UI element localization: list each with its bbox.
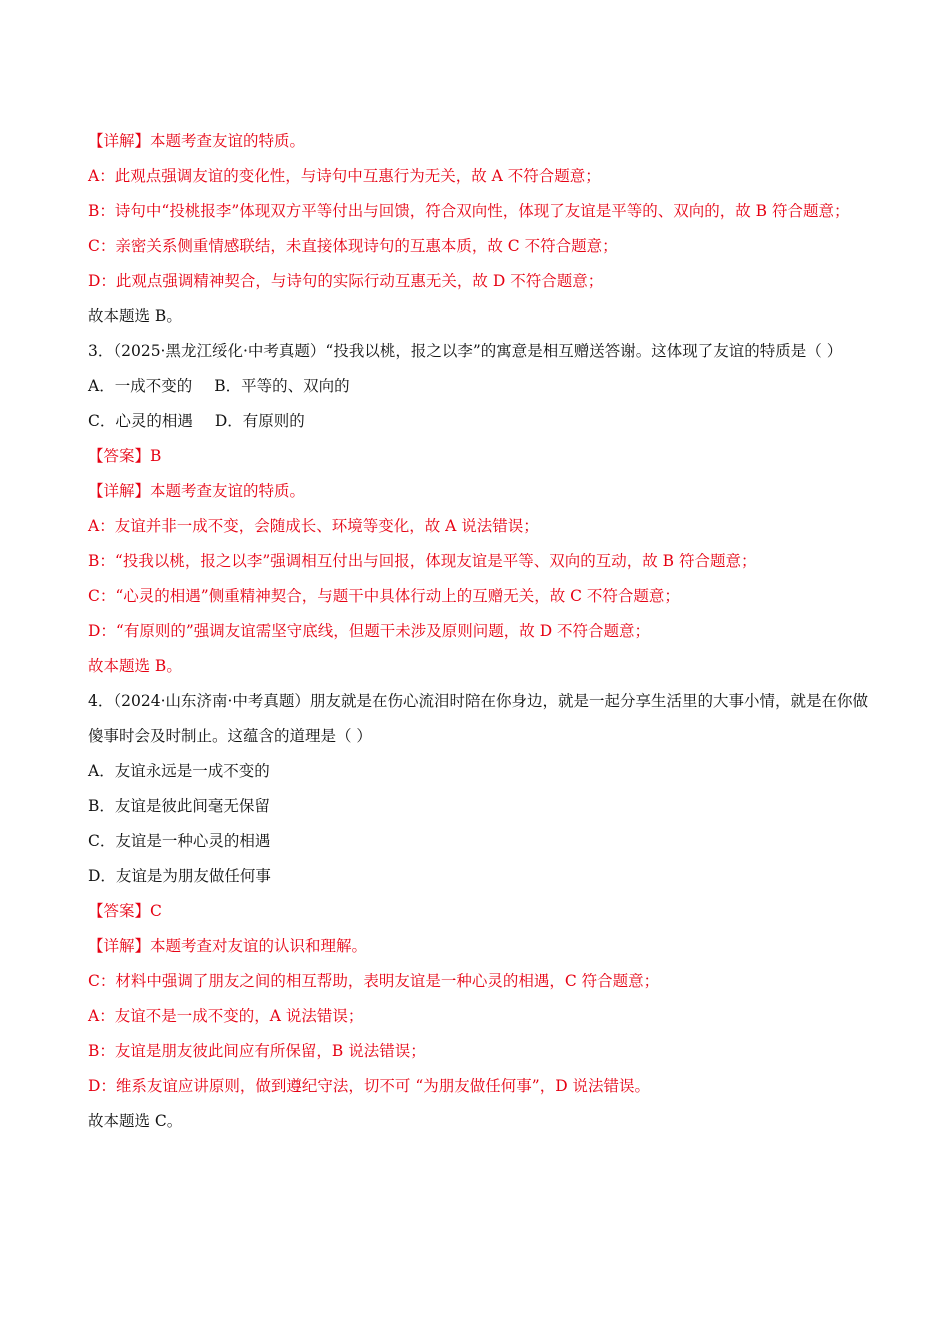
q4-answer: 【答案】C [88,902,162,920]
q3-option-c: C．心灵的相遇 [88,412,193,430]
q4-explain-line-c: C：材料中强调了朋友之间的相互帮助，表明友谊是一种心灵的相遇，C 符合题意； [88,972,660,990]
q4-stem: 4．（2024·山东济南·中考真题）朋友就是在伤心流泪时陪在你身边，就是一起分享生活里的大事小情，就是在你做傻事时会及时制止。这蕴含的道理是（ ） [88,692,868,745]
prev-explain-line-b: B：诗句中“投桃报李”体现双方平等付出与回馈，符合双向性，体现了友谊是平等的、双向的，故 B 符合题意； [88,202,850,220]
q4-conclusion: 故本题选 C。 [88,1112,183,1130]
q3-explain-heading: 【详解】本题考查友谊的特质。 [88,482,306,500]
q4-explain-line-b: B：友谊是朋友彼此间应有所保留，B 说法错误； [88,1042,426,1060]
q3-conclusion: 故本题选 B。 [88,657,182,675]
q4-explain-line-d: D：维系友谊应讲原则，做到遵纪守法，切不可 “为朋友做任何事”，D 说法错误。 [88,1077,651,1095]
q3-explain-line-a: A：友谊并非一成不变，会随成长、环境等变化，故 A 说法错误； [88,517,539,535]
q3-option-d: D．有原则的 [214,412,305,430]
prev-explain-line-c: C：亲密关系侧重情感联结，未直接体现诗句的互惠本质，故 C 不符合题意； [88,237,618,255]
q4-explain-line-a: A：友谊不是一成不变的，A 说法错误； [88,1007,364,1025]
prev-explain-line-d: D：此观点强调精神契合，与诗句的实际行动互惠无关，故 D 不符合题意； [88,272,604,290]
document-page [88,124,868,1139]
q3-explain-line-c: C：“心灵的相遇”侧重精神契合，与题干中具体行动上的互赠无关，故 C 不符合题意； [88,587,680,605]
q3-option-b: B．平等的、双向的 [214,377,350,395]
q4-option-c: C．友谊是一种心灵的相遇 [88,832,271,850]
prev-explain-line-a: A：此观点强调友谊的变化性，与诗句中互惠行为无关，故 A 不符合题意； [88,167,601,185]
q3-stem: 3．（2025·黑龙江绥化·中考真题）“投我以桃，报之以李”的寓意是相互赠送答谢。这体现了友谊的特质是（ ） [88,342,843,360]
q3-options-row-2 [88,404,868,439]
q3-option-a: A．一成不变的 [88,377,193,395]
q3-answer: 【答案】B [88,447,162,465]
prev-explain-heading: 【详解】本题考查友谊的特质。 [88,132,306,150]
q3-options-row-1 [88,369,868,404]
q4-option-a: A．友谊永远是一成不变的 [88,762,270,780]
q4-explain-heading: 【详解】本题考查对友谊的认识和理解。 [88,937,368,955]
q4-option-d: D．友谊是为朋友做任何事 [88,867,271,885]
q3-explain-line-b: B：“投我以桃，报之以李”强调相互付出与回报，体现友谊是平等、双向的互动，故 B 符合题意； [88,552,757,570]
prev-conclusion: 故本题选 B。 [88,307,182,325]
q3-explain-line-d: D：“有原则的”强调友谊需坚守底线，但题干未涉及原则问题，故 D 不符合题意； [88,622,651,640]
q4-option-b: B．友谊是彼此间毫无保留 [88,797,270,815]
